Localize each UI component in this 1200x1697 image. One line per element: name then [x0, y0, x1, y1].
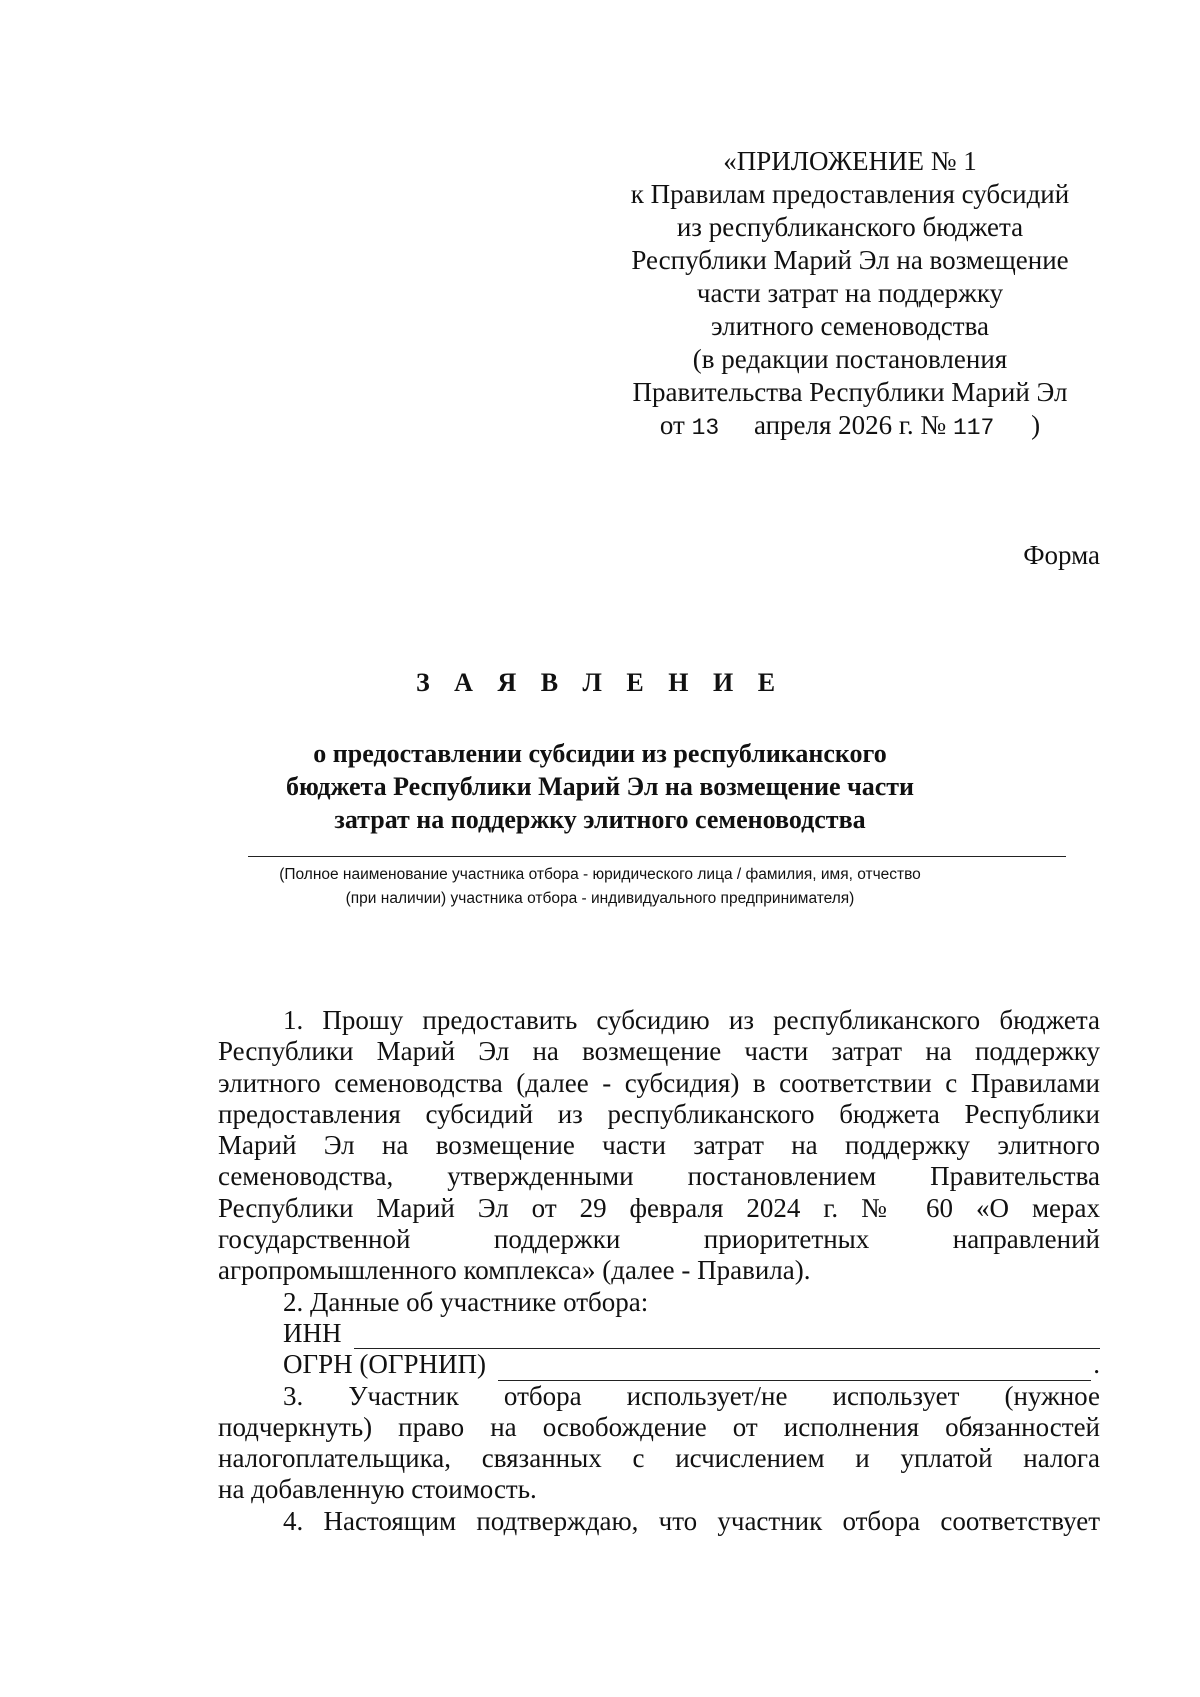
paragraph-line: Марий Эл на возмещение части затрат на поддержку элитного	[218, 1130, 1100, 1161]
inn-label: ИНН	[283, 1317, 342, 1348]
ogrn-label: ОГРН (ОГРНИП)	[283, 1349, 486, 1380]
paragraph-line: Республики Марий Эл на возмещение части затрат на поддержку	[218, 1036, 1100, 1067]
paragraph-line: 4. Настоящим подтверждаю, что участник отбора соответствует	[283, 1505, 1100, 1536]
paragraph-line: агропромышленного комплекса» (далее - Правила).	[218, 1255, 811, 1286]
appendix-line: части затрат на поддержку	[696, 278, 1004, 308]
document-title: З А Я В Л Е Н И Е	[415, 668, 785, 697]
paragraph-line: налогоплательщика, связанных с исчислением и уплатой налога	[218, 1443, 1100, 1474]
appendix-line: Правительства Республики Марий Эл	[632, 377, 1068, 407]
paragraph-3	[218, 1381, 1100, 1506]
paragraph-line: 3. Участник отбора использует/не использует (нужное	[283, 1380, 1100, 1411]
paragraph-line: 2. Данные об участнике отбора:	[283, 1286, 649, 1317]
subject-line: о предоставлении субсидии из республиканского	[313, 739, 887, 768]
appendix-header	[600, 145, 1100, 445]
paragraph-line: государственной поддержки приоритетных направлений	[218, 1224, 1100, 1255]
paragraph-2	[218, 1287, 1100, 1318]
hint-line: (при наличии) участника отбора - индивидуального предпринимателя)	[345, 890, 855, 907]
paragraph-line: предоставления субсидий из республиканского бюджета Республики	[218, 1098, 1100, 1129]
resolution-number: 117	[952, 415, 995, 441]
hint-line: (Полное наименование участника отбора - юридического лица / фамилия, имя, отчество	[279, 866, 921, 883]
paragraph-line: элитного семеноводства (далее - субсидия) в соответствии с Правилами	[218, 1067, 1100, 1098]
applicant-name-hint	[0, 863, 1200, 911]
date-day: 13	[691, 415, 720, 441]
document-body	[218, 1005, 1100, 1537]
appendix-line: «ПРИЛОЖЕНИЕ № 1	[723, 146, 977, 176]
appendix-line: к Правилам предоставления субсидий	[630, 179, 1070, 209]
appendix-line: (в редакции постановления	[692, 344, 1008, 374]
subject-line: затрат на поддержку элитного семеноводства	[334, 805, 866, 834]
paragraph-4	[218, 1506, 1100, 1537]
paragraph-line: Республики Марий Эл от 29 февраля 2024 г. № 60 «О мерах	[218, 1192, 1100, 1223]
form-label: Форма	[1023, 540, 1100, 570]
appendix-line: из республиканского бюджета	[676, 212, 1024, 242]
ogrn-row	[283, 1349, 1100, 1380]
appendix-line: элитного семеноводства	[711, 311, 989, 341]
document-subject	[0, 737, 1200, 836]
paragraph-line: подчеркнуть) право на освобождение от исполнения обязанностей	[218, 1411, 1100, 1442]
subject-line: бюджета Республики Марий Эл на возмещение части	[285, 772, 915, 801]
paragraph-1	[218, 1005, 1100, 1287]
inn-input[interactable]	[354, 1324, 1101, 1349]
inn-row	[283, 1318, 1100, 1349]
appendix-date-line	[600, 409, 1100, 445]
date-prefix: от	[659, 410, 685, 440]
ogrn-period: .	[1093, 1349, 1100, 1380]
date-close: )	[1031, 410, 1041, 440]
paragraph-line: 1. Прошу предоставить субсидию из республиканского бюджета	[283, 1005, 1100, 1035]
paragraph-line: на добавленную стоимость.	[218, 1474, 537, 1505]
date-rest: апреля 2026 г. №	[753, 410, 947, 440]
applicant-name-blank[interactable]	[248, 856, 1066, 857]
appendix-line: Республики Марий Эл на возмещение	[631, 245, 1069, 275]
ogrn-input[interactable]	[498, 1356, 1091, 1381]
paragraph-line: семеноводства, утвержденными постановлением Правительства	[218, 1161, 1100, 1192]
